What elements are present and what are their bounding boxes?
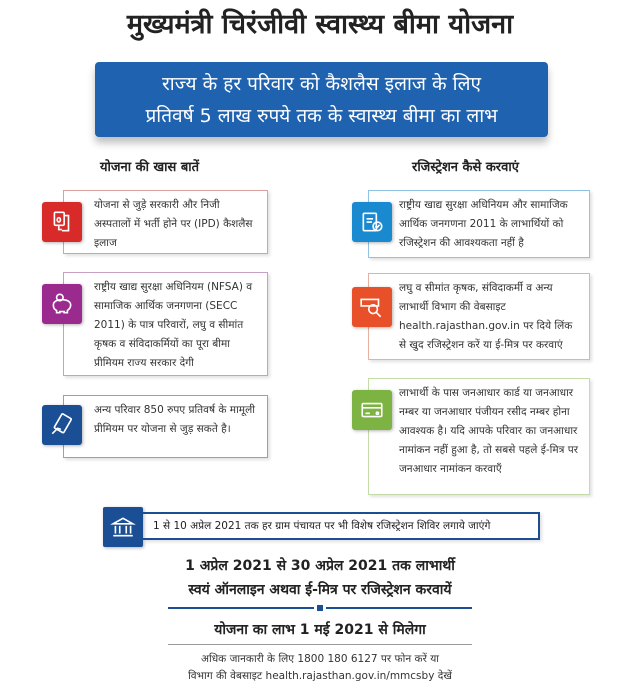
footer-line-1: अधिक जानकारी के लिए 1800 180 6127 पर फोन करें या: [200, 653, 440, 665]
divider-square: [317, 605, 323, 611]
feature-card-other-families: [63, 395, 268, 458]
card-text: लघु व सीमांत कृषक, संविदाकर्मी व अन्य लाभार्थी विभाग की वेबसाइट health.rajasthan.gov.in पर दिये लिंक से खुद रजिस्ट्रेशन करें या ई-मित्र पर करवाएं: [399, 282, 573, 351]
card-text: योजना से जुड़े सरकारी और निजी अस्पतालों में भर्ती होने पर (IPD) कैशलैस इलाज: [94, 199, 253, 249]
web-search-icon: [352, 287, 392, 327]
card-text: लाभार्थी के पास जनआधार कार्ड या जनआधार नम्बर या जनआधार पंजीयन रसीद नम्बर होना आवश्यक है। यदि आपके परिवार का जनआधार नामांकन नहीं हुआ है, तो सबसे पहले ई-मित्र पर जनआधार नामांकन करवाएँ: [399, 387, 579, 475]
id-card-icon: [352, 390, 392, 430]
right-section-heading: रजिस्ट्रेशन कैसे करवाएं: [412, 160, 519, 175]
divider: [168, 607, 314, 609]
divider: [326, 607, 472, 609]
registration-card-janaadhar: [368, 378, 590, 495]
registration-line-2: स्वयं ऑनलाइन अथवा ई-मित्र पर रजिस्ट्रेशन करवायें: [188, 582, 452, 598]
registration-card-no-need: [368, 190, 590, 258]
footer-contact: [0, 651, 640, 685]
left-section-heading: योजना की खास बातें: [100, 160, 200, 175]
hospital-drip-icon: [42, 202, 82, 242]
page-title: मुख्यमंत्री चिरंजीवी स्वास्थ्य बीमा योजना: [126, 9, 514, 40]
card-text: अन्य परिवार 850 रुपए प्रतिवर्ष के मामूली प्रीमियम पर योजना से जुड़ सकते है।: [94, 404, 255, 435]
footer-line-2: विभाग की वेबसाइट health.rajasthan.gov.in/mmcsby देखें: [188, 670, 452, 682]
benefit-start: योजना का लाभ 1 मई 2021 से मिलेगा: [214, 622, 426, 638]
government-building-icon: [103, 507, 143, 547]
feature-card-cashless: [63, 190, 268, 254]
clipboard-check-icon: [352, 202, 392, 242]
registration-card-website: [368, 273, 590, 360]
banner-line-1: राज्य के हर परिवार को कैशलैस इलाज के लिए: [162, 73, 481, 95]
piggy-bank-icon: [42, 284, 82, 324]
feature-card-premium: [63, 272, 268, 376]
card-text: राष्ट्रीय खाद्य सुरक्षा अधिनियम (NFSA) व सामाजिक आर्थिक जनगणना (SECC 2011) के पात्र परिवारों, लघु व सीमांत कृषक व संविदाकर्मियों का पूरा बीमा प्रीमियम राज्य सरकार देगी: [94, 281, 253, 369]
registration-line-1: 1 अप्रेल 2021 से 30 अप्रेल 2021 तक लाभार्थी: [185, 558, 455, 574]
registration-period: [0, 554, 640, 602]
headline-banner: [95, 62, 548, 137]
banner-line-2: प्रतिवर्ष 5 लाख रुपये तक के स्वास्थ्य बीमा का लाभ: [145, 105, 498, 127]
divider: [168, 644, 472, 645]
camp-notice: 1 से 10 अप्रेल 2021 तक हर ग्राम पंचायत पर भी विशेष रजिस्ट्रेशन शिविर लगाये जाएंगे: [143, 512, 540, 540]
card-payment-icon: [42, 405, 82, 445]
card-text: राष्ट्रीय खाद्य सुरक्षा अधिनियम और सामाजिक आर्थिक जनगणना 2011 के लाभार्थियों को रजिस्ट्रेशन की आवश्यकता नहीं है: [399, 199, 568, 249]
